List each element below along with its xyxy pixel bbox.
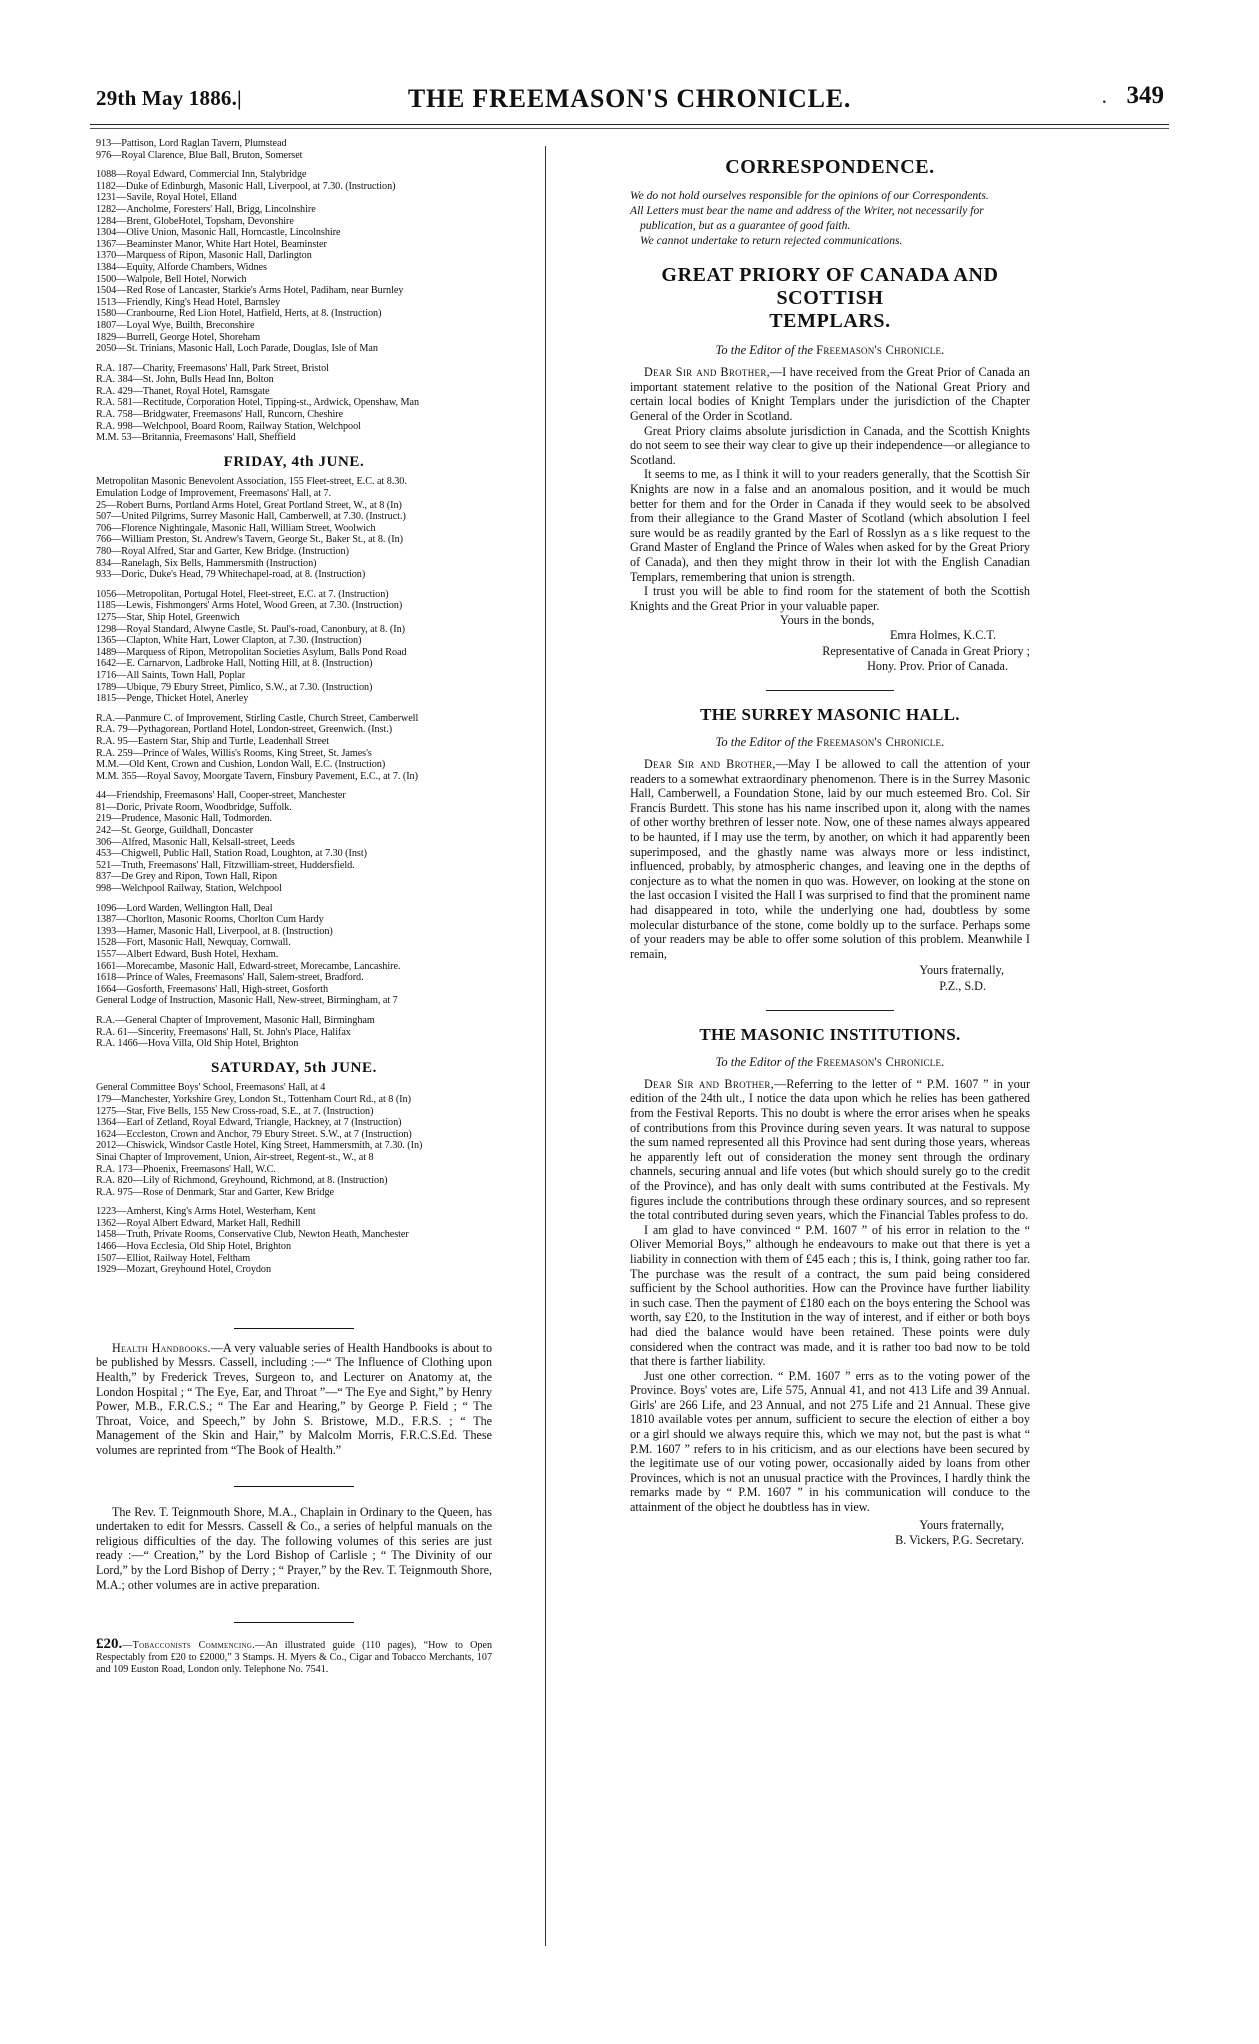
list-item: 1304—Olive Union, Masonic Hall, Horncastle, Lincolnshire: [96, 227, 341, 239]
list-item: 219—Prudence, Masonic Hall, Todmorden.: [96, 813, 273, 825]
correspondence-note: All Letters must bear the name and address of the Writer, not necessarily for publication, but as a guarantee of good faith.: [630, 204, 984, 232]
list-item: 1387—Chorlton, Masonic Rooms, Chorlton Cum Hardy: [96, 914, 324, 926]
list-item: 179—Manchester, Yorkshire Grey, London St., Tottenham Court Rd., at 8 (In): [96, 1093, 411, 1105]
list-item: 1056—Metropolitan, Portugal Hotel, Fleet-street, E.C. at 7. (Instruction): [96, 588, 389, 600]
lodge-directory: [96, 138, 492, 1276]
list-item: 998—Welchpool Railway, Station, Welchpool: [96, 883, 282, 895]
article-paragraph: I trust you will be able to find room for the statement of both the Scottish Knights and the Great Prior in your valuable paper.: [630, 584, 1030, 613]
list-item: R.A. 1466—Hova Villa, Old Ship Hotel, Brighton: [96, 1038, 299, 1050]
list-item: 1275—Star, Ship Hotel, Greenwich: [96, 611, 240, 623]
correspondence-note: We do not hold ourselves responsible for the opinions of our Correspondents.: [630, 189, 989, 202]
list-item: 1231—Savile, Royal Hotel, Elland: [96, 192, 237, 204]
advert-amount: £20.: [96, 1636, 123, 1653]
list-item: 453—Chigwell, Public Hall, Station Road, Loughton, at 7.30 (Inst): [96, 848, 367, 860]
article-paragraph: [630, 365, 1030, 423]
page-number: 349: [1126, 82, 1164, 109]
list-item: R.A. 259—Prince of Wales, Willis's Rooms, King Street, St. James's: [96, 747, 372, 759]
list-item: 1513—Friendly, King's Head Hotel, Barnsley: [96, 296, 281, 308]
salutation: Dear Sir and Brother,: [644, 1076, 775, 1091]
list-item: 1807—Loyal Wye, Builth, Breconshire: [96, 319, 255, 331]
list-item: 1489—Marquess of Ripon, Metropolitan Societies Asylum, Balls Pond Road: [96, 646, 407, 658]
list-item: 2050—St. Trinians, Masonic Hall, Loch Parade, Douglas, Isle of Man: [96, 343, 378, 355]
list-item: 242—St. George, Guildhall, Doncaster: [96, 825, 254, 837]
list-item: 1458—Truth, Private Rooms, Conservative Club, Newton Heath, Manchester: [96, 1229, 409, 1241]
list-item: 44—Friendship, Freemasons' Hall, Cooper-street, Manchester: [96, 790, 346, 802]
friday-group-4: [96, 790, 492, 894]
correspondence-title: CORRESPONDENCE.: [725, 156, 935, 178]
lodge-group-1: [96, 138, 492, 161]
list-item: 1365—Clapton, White Hart, Lower Clapton, at 7.30. (Instruction): [96, 635, 362, 647]
advert-headline: —Tobacconists Commencing.: [122, 1640, 256, 1652]
signature-role-1: Representative of Canada in Great Priory ;: [822, 643, 1030, 658]
list-item: 1664—Gosforth, Freemasons' Hall, High-street, Gosforth: [96, 983, 328, 995]
list-item: 81—Doric, Private Room, Woodbridge, Suffolk.: [96, 801, 292, 813]
column-divider: [545, 146, 546, 1946]
friday-group-3: [96, 713, 492, 783]
article-paragraph: Great Priory claims absolute jurisdiction in Canada, and the Scottish Knights do not seem to see their way clear to give up their independence—or allegiance to Scotland.: [630, 423, 1031, 467]
masthead-rule: [90, 124, 1169, 125]
salutation: Dear Sir and Brother,: [644, 757, 776, 772]
list-item: M.M.—Old Kent, Crown and Cushion, London Wall, E.C. (Instruction): [96, 759, 386, 771]
list-item: 1284—Brent, GlobeHotel, Topsham, Devonshire: [96, 215, 294, 227]
list-item: R.A. 173—Phoenix, Freemasons' Hall, W.C.: [96, 1163, 276, 1175]
list-item: 1716—All Saints, Town Hall, Poplar: [96, 669, 246, 681]
list-item: 507—United Pilgrims, Surrey Masonic Hall, Camberwell, at 7.30. (Instruct.): [96, 511, 406, 523]
issue-date: 29th May 1886.|: [96, 86, 242, 110]
article-title-surrey-hall: THE SURREY MASONIC HALL.: [700, 705, 960, 725]
article-paragraph: [630, 1077, 1030, 1223]
correspondence-note: We cannot undertake to return rejected communications.: [640, 233, 903, 247]
health-handbooks-notice: [96, 1341, 492, 1458]
editor-address-line: [630, 343, 1030, 358]
article-title-line-2: TEMPLARS.: [769, 310, 891, 333]
list-item: General Lodge of Instruction, Masonic Hall, New-street, Birmingham, at 7: [96, 995, 398, 1007]
list-item: Emulation Lodge of Improvement, Freemasons' Hall, at 7.: [96, 488, 332, 500]
list-item: 1185—Lewis, Fishmongers' Arms Hotel, Wood Green, at 7.30. (Instruction): [96, 600, 403, 612]
article-title-masonic-institutions: THE MASONIC INSTITUTIONS.: [699, 1024, 961, 1044]
list-item: 25—Robert Burns, Portland Arms Hotel, Great Portland Street, W., at 8 (In): [96, 499, 402, 511]
masthead: [0, 82, 1259, 120]
list-item: R.A. 384—St. John, Bulls Head Inn, Bolton: [96, 374, 274, 386]
paragraph-text: —May I be allowed to call the attention of your readers to a somewhat extraordinary phenomenon. There is in the Surrey Masonic Hall, Camberwell, a Foundation Stone, laid by our much esteemed Bro. Col. Sir Francis Burdett. This stone has his name inscribed upon it, along with the names of other worthy brethren of lesser note. Now, one of these names always appeared to be haunted, if I may use the term, by another, on which it had apparently been superimposed, and the ghastly name was always more or less indistinct, influenced, probably, by atmospheric changes, and leaving one in the depths of conjecture as to what the nomen in quo was. However, on looking at the stone on the last occasion I visited the Hall I was surprised to find that the prominent name had disappeared in toto, while the underlying one had, doubtless by some molecular disturbance of the stone, come boldly up to the surface. Perhaps some of your readers may be able to offer some solution of this problem. Meanwhile I remain,: [630, 757, 1031, 961]
list-item: R.A.—Panmure C. of Improvement, Stirling Castle, Church Street, Camberwell: [96, 712, 419, 724]
list-item: R.A. 758—Bridgwater, Freemasons' Hall, Runcorn, Cheshire: [96, 409, 344, 421]
editor-prefix: To the Editor of the: [715, 343, 817, 358]
list-item: 1282—Ancholme, Foresters' Hall, Brigg, Lincolnshire: [96, 203, 316, 215]
list-item: 1466—Hova Ecclesia, Old Ship Hotel, Brighton: [96, 1241, 292, 1253]
signature-closing: Yours in the bonds,: [780, 613, 875, 628]
list-item: 1384—Equity, Alforde Chambers, Widnes: [96, 261, 267, 273]
editor-prefix: To the Editor of the: [715, 1054, 817, 1069]
list-item: M.M. 53—Britannia, Freemasons' Hall, Sheffield: [96, 432, 296, 444]
paragraph-text: —Referring to the letter of “ P.M. 1607 ” in your edition of the 24th ult., I notice the data upon which he relies has been gathered from the Festival Reports. This no doubt is where the error arises when he speaks of contributions from this Province during seven years. It was natural to suppose the sum named represented all this Province had sent during those years, whereas he apparently left out of consideration the money sent through the ordinary channels, securing annual and life votes (but which should surely go to the credit of the Province), and has only dealt with sums contributed at the Festivals. My figures include the contributions through these ordinary sources, and so represent the total contributed during seven years, which the Financial Tables profess to do.: [630, 1076, 1030, 1223]
list-item: 1500—Walpole, Bell Hotel, Norwich: [96, 273, 247, 285]
list-item: Sinai Chapter of Improvement, Union, Air-street, Regent-st., W., at 8: [96, 1151, 374, 1163]
list-item: 1370—Marquess of Ripon, Masonic Hall, Darlington: [96, 250, 312, 262]
list-item: 834—Ranelagh, Six Bells, Hammersmith (Instruction): [96, 557, 317, 569]
editor-prefix: To the Editor of the: [715, 735, 817, 750]
signature-name: B. Vickers, P.G. Secretary.: [895, 1532, 1024, 1547]
list-item: 976—Royal Clarence, Blue Ball, Bruton, Somerset: [96, 149, 303, 161]
health-handbooks-text: —A very valuable series of Health Handbooks is about to be published by Messrs. Cassell, including :—“ The Influence of Clothing upon Health,” by Frederick Treves, Surgeon to, and Lecturer on Anatomy at, the London Hospital ; “ The Eye, Ear, and Throat ”—“ The Eye and Sight,” by Henry Power, M.B., F.R.C.S.; “ The Ear and Hearing,” by George P. Field ; “ The Throat, Voice, and Speech,” by John S. Bristowe, M.D., F.R.S. ; “ The Management of the Skin and Hair,” by Malcolm Morris, F.R.C.S.Ed. These volumes are reprinted from “The Book of Health.”: [96, 1340, 492, 1457]
list-item: 1829—Burrell, George Hotel, Shoreham: [96, 331, 261, 343]
list-item: 837—De Grey and Ripon, Town Hall, Ripon: [96, 871, 278, 883]
article-paragraph: [630, 757, 1030, 961]
list-item: 766—William Preston, St. Andrew's Tavern, George St., Baker St., at 8. (In): [96, 534, 403, 546]
list-item: 913—Pattison, Lord Raglan Tavern, Plumstead: [96, 138, 287, 149]
tobacconists-advert: [96, 1636, 493, 1675]
health-handbooks-lead: Health Handbooks.: [112, 1340, 211, 1355]
editor-publication: Freemason's Chronicle.: [816, 343, 945, 358]
list-item: Metropolitan Masonic Benevolent Association, 155 Fleet-street, E.C. at 8.30.: [96, 476, 407, 488]
editor-publication: Freemason's Chronicle.: [816, 735, 945, 750]
article-title-great-priory: [630, 264, 1030, 333]
list-item: 933—Doric, Duke's Head, 79 Whitechapel-road, at 8. (Instruction): [96, 569, 366, 581]
list-item: M.M. 355—Royal Savoy, Moorgate Tavern, Finsbury Pavement, E.C., at 7. (In): [96, 770, 418, 782]
list-item: 1223—Amherst, King's Arms Hotel, Westerham, Kent: [96, 1206, 316, 1218]
list-item: 2012—Chiswick, Windsor Castle Hotel, King Street, Hammersmith, at 7.30. (In): [96, 1140, 423, 1152]
list-item: R.A. 820—Lily of Richmond, Greyhound, Richmond, at 8. (Instruction): [96, 1175, 388, 1187]
list-item: 1789—Ubique, 79 Ebury Street, Pimlico, S.W., at 7.30. (Instruction): [96, 681, 373, 693]
saturday-group-2: [96, 1206, 492, 1276]
list-item: 1367—Beaminster Manor, White Hart Hotel, Beaminster: [96, 238, 327, 250]
lodge-group-2: [96, 169, 492, 355]
signature-role-2: Hony. Prov. Prior of Canada.: [867, 658, 1008, 673]
day-heading-saturday: SATURDAY, 5th JUNE.: [211, 1059, 377, 1076]
list-item: 1096—Lord Warden, Wellington Hall, Deal: [96, 902, 273, 914]
left-column: [96, 138, 492, 1676]
list-item: 1088—Royal Edward, Commercial Inn, Stalybridge: [96, 169, 307, 181]
list-item: 1618—Prince of Wales, Freemasons' Hall, Salem-street, Bradford.: [96, 972, 364, 984]
list-item: R.A. 187—Charity, Freemasons' Hall, Park Street, Bristol: [96, 362, 329, 374]
right-column: [630, 138, 1030, 1548]
friday-group-5: [96, 903, 492, 1007]
list-item: R.A. 61—Sincerity, Freemasons' Hall, St. John's Place, Halifax: [96, 1026, 351, 1038]
list-item: 780—Royal Alfred, Star and Garter, Kew Bridge. (Instruction): [96, 546, 349, 557]
list-item: 1393—Hamer, Masonic Hall, Liverpool, at 8. (Instruction): [96, 925, 333, 937]
teignmouth-notice: The Rev. T. Teignmouth Shore, M.A., Chaplain in Ordinary to the Queen, has undertaken to edit for Messrs. Cassell & Co., a series of helpful manuals on the religious difficulties of the day. The following volumes of this series are just ready :—“ Creation,” by the Lord Bishop of Carlisle ; “ The Divinity of our Lord,” by the Lord Bishop of Derry ; “ Prayer,” by the Rev. T. Teignmouth Shore, M.A.; other volumes are in active preparation.: [96, 1504, 492, 1592]
day-heading-friday: FRIDAY, 4th JUNE.: [223, 453, 365, 470]
list-item: 306—Alfred, Masonic Hall, Kelsall-street, Leeds: [96, 836, 295, 848]
page-number-dot: ·: [1101, 94, 1107, 111]
friday-group-2: [96, 589, 492, 705]
signature-name: P.Z., S.D.: [939, 978, 986, 993]
list-item: R.A. 975—Rose of Denmark, Star and Garter, Kew Bridge: [96, 1186, 334, 1198]
saturday-group-1: [96, 1082, 492, 1198]
list-item: 1528—Fort, Masonic Hall, Newquay, Cornwall.: [96, 937, 291, 949]
list-item: R.A. 429—Thanet, Royal Hotel, Ramsgate: [96, 385, 270, 397]
list-item: 1557—Albert Edward, Bush Hotel, Hexham.: [96, 949, 279, 960]
article-title-line-1: GREAT PRIORY OF CANADA AND SCOTTISH: [661, 264, 999, 310]
list-item: 1642—E. Carnarvon, Ladbroke Hall, Notting Hill, at 8. (Instruction): [96, 658, 373, 670]
article-separator-rule: [766, 690, 894, 691]
article-separator-rule: [766, 1010, 894, 1011]
section-rule-health: [234, 1328, 354, 1329]
paragraph-text: —I have received from the Great Prior of Canada an important statement relative to the position of the National Great Priory and certain local bodies of Knight Templars under the jurisdiction of the Chapter General of the Order in Scotland.: [630, 365, 1030, 423]
list-item: 706—Florence Nightingale, Masonic Hall, William Street, Woolwich: [96, 522, 376, 534]
editor-address-line: [630, 1055, 1030, 1070]
list-item: R.A.—General Chapter of Improvement, Masonic Hall, Birmingham: [96, 1014, 375, 1026]
list-item: 1661—Morecambe, Masonic Hall, Edward-street, Morecambe, Lancashire.: [96, 960, 401, 972]
list-item: R.A. 998—Welchpool, Board Room, Railway Station, Welchpool: [96, 420, 361, 432]
signature-closing: Yours fraternally,: [919, 963, 1004, 978]
list-item: R.A. 79—Pythagorean, Portland Hotel, London-street, Greenwich. (Inst.): [96, 724, 393, 736]
article-paragraph: Just one other correction. “ P.M. 1607 ” errs as to the voting power of the Province. Boys' votes are, Life 575, Annual 41, and not 413 Life and 39 Annual. Girls' are 266 Life, and 23 Annual, and not 275 Life and 21 Annual. These give 1810 available votes per annum, sufficient to secure the election of either a boy or a girl should we always require this, which we may not, but the past is what “ P.M. 1607 ” refers to in his criticism, and as our elections have been secured by the legitimate use of our voting power, occasionally aided by loans from other Provinces, which is not an unusual practice with the Provinces, I hardly think the remarks made by “ P.M. 1607 ” in his communication will conduce to the attainment of the object he doubtless has in view.: [630, 1368, 1030, 1515]
list-item: 1364—Earl of Zetland, Royal Edward, Triangle, Hackney, at 7 (Instruction): [96, 1117, 402, 1129]
lodge-group-3: [96, 363, 492, 444]
list-item: 1507—Elliot, Railway Hotel, Feltham: [96, 1252, 251, 1264]
article-paragraph: I am glad to have convinced “ P.M. 1607 ” of his error in relation to the “ Oliver Memorial Boys,” although he endeavours to make out that there is yet a liability in connection with them of £45 each ; this is, I think, going rather too far. The purchase was the result of a contract, the sum paid being considered sufficient by the School authorities. How can the Province have further liability in such case. Then the payment of £180 each on the boys entering the School was worth, say £20, to the Institution in the way of interest, and if either or both boys had died the balance would have been retained. These points were duly considered when the contract was made, and it is rather too bad now to be told that there is farther liability.: [630, 1222, 1030, 1369]
list-item: 1815—Penge, Thicket Hotel, Anerley: [96, 693, 249, 705]
list-item: 1580—Cranbourne, Red Lion Hotel, Hatfield, Herts, at 8. (Instruction): [96, 308, 382, 320]
advert-body: —An illustrated guide (110 pages), “How to Open Respectably from £20 to £2000,” 3 Stamps. H. Myers & Co., Cigar and Tobacco Merchants, 107 and 109 Euston Road, London only. Telephone No. 7541.: [96, 1640, 493, 1675]
list-item: R.A. 95—Eastern Star, Ship and Turtle, Leadenhall Street: [96, 735, 330, 747]
list-item: General Committee Boys' School, Freemasons' Hall, at 4: [96, 1082, 326, 1094]
list-item: 1182—Duke of Edinburgh, Masonic Hall, Liverpool, at 7.30. (Instruction): [96, 180, 396, 192]
list-item: 1929—Mozart, Greyhound Hotel, Croydon: [96, 1264, 271, 1276]
list-item: 1624—Eccleston, Crown and Anchor, 79 Ebury Street. S.W., at 7 (Instruction): [96, 1128, 412, 1140]
section-rule-teignmouth: [234, 1486, 354, 1487]
salutation: Dear Sir and Brother,: [644, 365, 770, 380]
list-item: 1275—Star, Five Bells, 155 New Cross-road, S.E., at 7. (Instruction): [96, 1105, 374, 1117]
section-rule-advert: [234, 1622, 354, 1623]
masthead-rule-secondary: [90, 128, 1169, 129]
friday-group-6: [96, 1015, 492, 1050]
friday-group-1: [96, 476, 492, 580]
signature-closing: Yours fraternally,: [919, 1517, 1004, 1532]
editor-publication: Freemason's Chronicle.: [816, 1054, 945, 1069]
list-item: 1298—Royal Standard, Alwyne Castle, St. Paul's-road, Canonbury, at 8. (In): [96, 623, 405, 635]
list-item: 1504—Red Rose of Lancaster, Starkie's Arms Hotel, Padiham, near Burnley: [96, 285, 404, 297]
signature-name: Emra Holmes, K.C.T.: [889, 628, 996, 643]
list-item: 521—Truth, Freemasons' Hall, Fitzwilliam-street, Huddersfield.: [96, 859, 355, 871]
list-item: R.A. 581—Rectitude, Corporation Hotel, Tipping-st., Ardwick, Openshaw, Man: [96, 397, 420, 409]
list-item: 1362—Royal Albert Edward, Market Hall, Redhill: [96, 1217, 301, 1229]
publication-title: THE FREEMASON'S CHRONICLE.: [407, 84, 852, 113]
article-paragraph: It seems to me, as I think it will to your readers generally, that the Scottish Sir Knights are now in a false and an anomalous position, and it would be much better for them and for the Order in Canada if they would seek to be absolved from their allegiance to the Grand Master of Scotland (which absolution I feel sure would be as readily granted by the Earl of Rosslyn as a s like request to the Grand Master of England the Prince of Wales when asked for by the Great Priory of Canada), and then they might throw in their lot with the English Canadian Templars, remembering that union is strength.: [630, 467, 1030, 584]
editor-address-line: [630, 735, 1030, 750]
